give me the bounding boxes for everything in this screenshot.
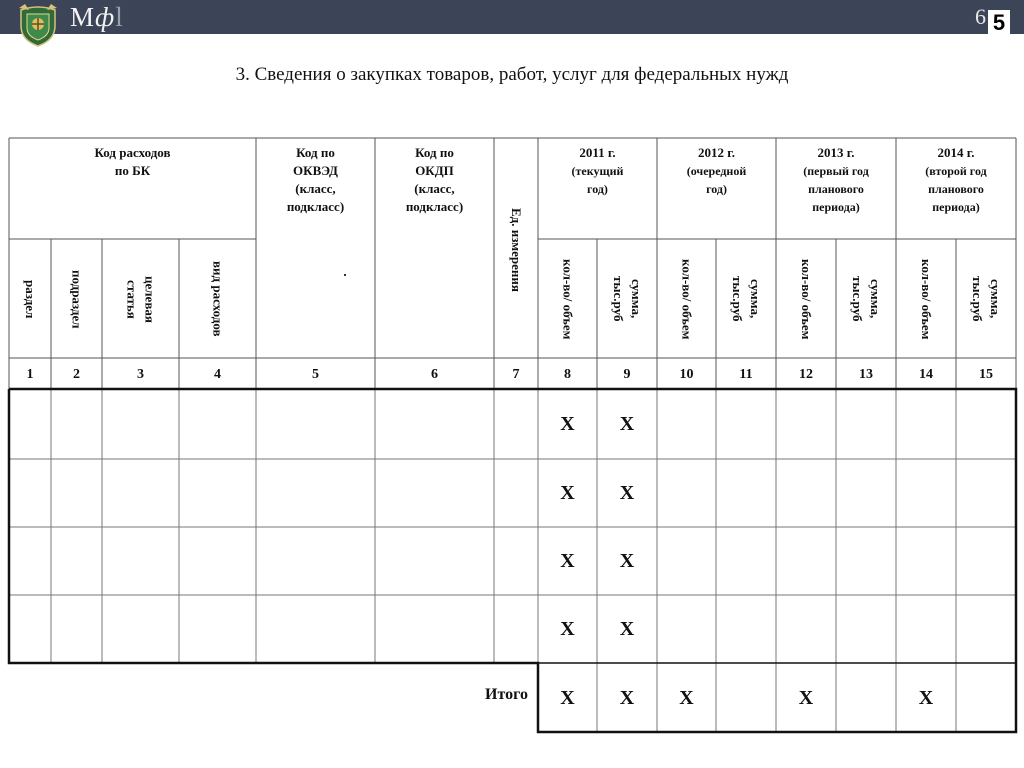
table-cell [102,389,179,459]
table-cell [956,595,1016,663]
column-number: 4 [214,367,221,382]
page-title: 3. Сведения о закупках товаров, работ, услуг для федеральных нужд [235,64,789,85]
total-cell: X [679,687,694,709]
table-cell: X [560,413,575,435]
total-cell: X [560,687,575,709]
table-cell [836,527,896,595]
table-cell [956,459,1016,527]
total-cell: X [798,687,814,709]
table-cell [256,389,375,459]
table-cell [896,459,956,527]
table-cell: X [619,482,635,504]
table-cell [51,459,102,527]
column-number: 15 [979,367,993,382]
column-number: 13 [859,367,873,382]
table-cell [956,527,1016,595]
header-year-2013: 2013 г. (первый год планового периода) [803,145,869,214]
table-cell [256,459,375,527]
table-cell [102,459,179,527]
header-sum-2011: сумма, тыс.руб [611,276,644,322]
header-qty-2011: кол-во/ объем [560,258,576,340]
table-cell [836,389,896,459]
table-cell [9,527,51,595]
header-qty-2014: кол-во/ объем [919,258,934,340]
table-cell: X [560,618,575,640]
table-cell [375,389,494,459]
header-kod-okved: Код по ОКВЭД (класс, подкласс) [286,145,345,214]
table-cell [956,389,1016,459]
header-podrazdel: подраздел [69,269,85,329]
table-cell [776,595,836,663]
table-cell [494,595,538,663]
column-number: 8 [564,367,571,382]
table-cell [256,595,375,663]
header-year-2012: 2012 г. (очередной год) [686,145,747,196]
table-cell [716,527,776,595]
total-cell [956,665,1016,731]
table-cell [896,389,956,459]
total-cell [716,665,776,731]
header-sum-2013: сумма, тыс.руб [850,276,883,322]
table-cell [179,389,256,459]
table-cell [657,459,716,527]
header-kod-rashodov: Код расходов по БК [94,145,171,178]
column-number: 10 [679,367,694,382]
header-qty-2013: кол-во/ объем [799,258,814,340]
table-cell [9,459,51,527]
total-cell: X [619,687,635,709]
table-cell [51,389,102,459]
table-cell: X [560,482,575,504]
table-cell [179,459,256,527]
table-cell [9,389,51,459]
column-number: 11 [739,367,753,382]
column-number: 6 [431,367,438,382]
header-sum-2014: сумма, тыс.руб [970,276,1003,322]
table-cell [657,389,716,459]
table-cell [375,595,494,663]
total-label: Итого [485,686,528,703]
page-badge: 5 [988,10,1010,36]
table-cell [836,459,896,527]
table-cell [776,527,836,595]
table-cell [657,527,716,595]
table-cell [179,595,256,663]
table-cell [896,595,956,663]
header-sum-2012: сумма, тыс.руб [730,276,763,322]
table-cell [375,459,494,527]
table-cell [896,527,956,595]
table-cell [375,527,494,595]
header-ed-izmereniya: Ед. измерения [509,208,524,292]
header-qty-2012: кол-во/ объем [679,258,695,340]
slide-number: 6 [975,4,986,29]
stray-dot [344,274,346,276]
column-number: 5 [312,367,319,382]
header-year-2014: 2014 г. (второй год планового периода) [925,145,987,214]
table-cell: X [619,413,635,435]
total-cell: X [918,687,934,709]
table-cell [494,527,538,595]
column-number: 3 [137,367,144,382]
total-cell [836,665,896,731]
table-cell [256,527,375,595]
header-vid-rashodov: вид расходов [210,261,226,337]
table-cell [51,527,102,595]
brand-logo-text: Мфl [70,2,124,32]
column-number: 12 [799,367,813,382]
table-cell: X [619,550,635,572]
column-number: 9 [623,367,631,382]
table-cell: X [619,618,635,640]
column-number: 2 [73,367,80,382]
table-cell [776,389,836,459]
column-number: 1 [26,367,34,382]
table-cell [716,595,776,663]
table-cell [836,595,896,663]
table-cell [51,595,102,663]
table-cell [102,595,179,663]
table-cell [716,459,776,527]
table-cell [494,389,538,459]
table-cell [657,595,716,663]
header-kod-okdp: Код по ОКДП (класс, подкласс) [405,145,464,214]
table-cell [716,389,776,459]
header-tselevaya-statya: целевая статья [124,275,158,323]
header-razdel: раздел [23,279,38,319]
table-cell [102,527,179,595]
table-cell [776,459,836,527]
header-year-2011: 2011 г. (текущий год) [571,145,624,196]
table-cell [9,595,51,663]
table-cell [179,527,256,595]
column-number: 7 [512,367,520,382]
column-number: 14 [919,367,933,382]
table-cell [494,459,538,527]
table-cell: X [560,550,575,572]
